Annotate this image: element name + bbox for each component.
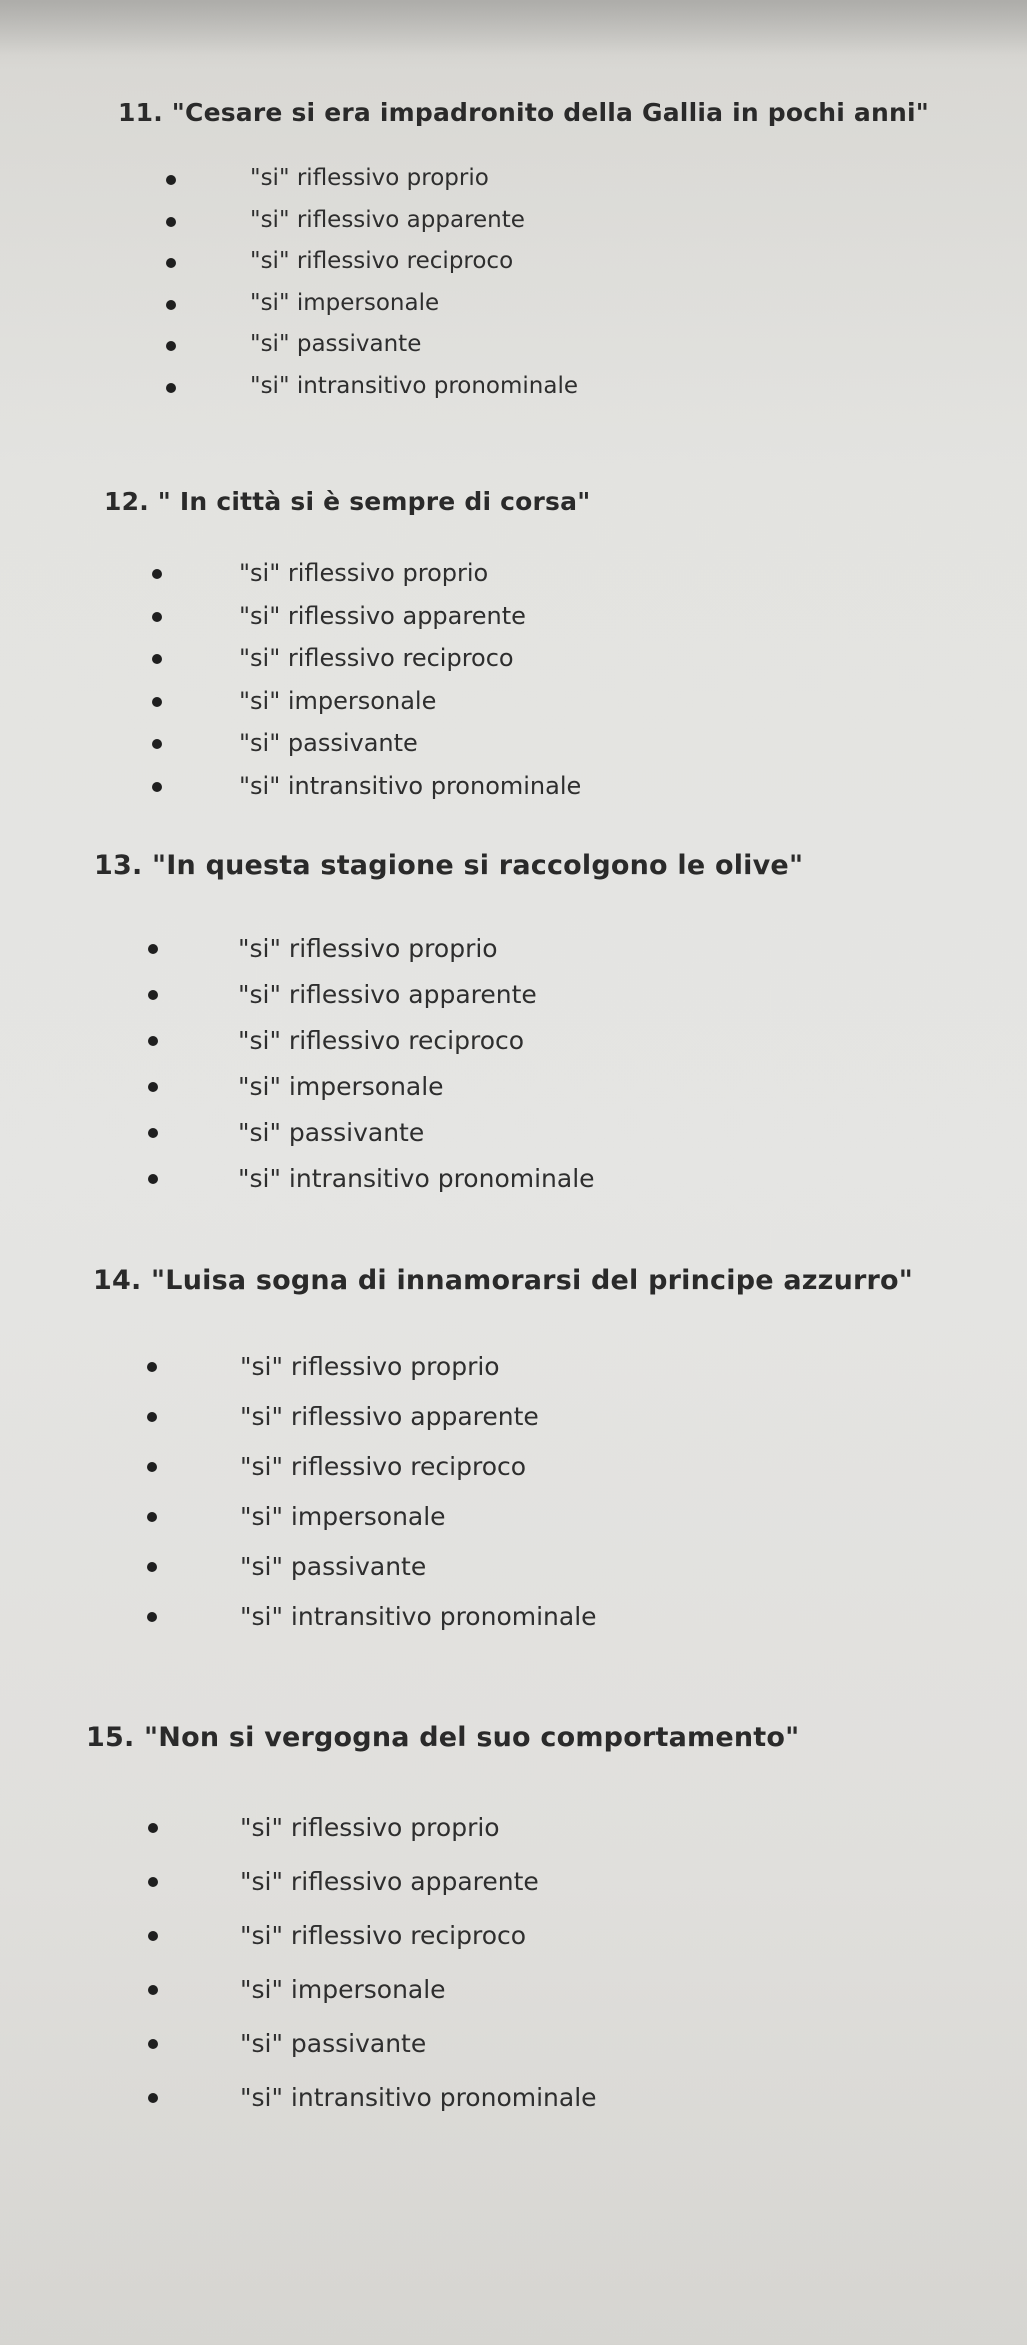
bullet-icon (152, 782, 162, 792)
answer-label: "si" riflessivo apparente (240, 1402, 539, 1431)
answer-label: "si" intransitivo pronominale (240, 2083, 597, 2112)
question-13 (94, 850, 1027, 1202)
answer-option[interactable] (94, 1018, 1027, 1064)
answer-option[interactable] (118, 241, 1027, 283)
answer-label: "si" riflessivo proprio (239, 559, 489, 587)
answer-label: "si" riflessivo proprio (240, 1813, 500, 1842)
answer-label: "si" riflessivo reciproco (250, 248, 514, 274)
answer-option[interactable] (86, 1801, 1027, 1855)
answer-option[interactable] (94, 1156, 1027, 1202)
answer-option[interactable] (93, 1492, 1027, 1542)
answer-option[interactable] (94, 1110, 1027, 1156)
question-title: 11. "Cesare si era impadronito della Gallia in pochi anni" (118, 98, 929, 127)
answer-label: "si" impersonale (250, 289, 440, 316)
answer-option[interactable] (93, 1342, 1027, 1392)
question-14 (93, 1265, 1027, 1642)
paper-top-shadow (0, 0, 1027, 55)
question-title: 12. " In città si è sempre di corsa" (104, 487, 591, 516)
answer-list (86, 1801, 1027, 2125)
bullet-icon (148, 2093, 158, 2103)
answer-option[interactable] (118, 366, 1027, 408)
question-12 (104, 487, 1027, 807)
bullet-icon (148, 1985, 158, 1995)
answer-label: "si" impersonale (240, 1975, 446, 2004)
answer-label: "si" passivante (250, 331, 422, 357)
question-15 (86, 1722, 1027, 2125)
answer-list (94, 926, 1027, 1202)
answer-option[interactable] (93, 1542, 1027, 1592)
answer-label: "si" intransitivo pronominale (238, 1164, 595, 1193)
bullet-icon (152, 654, 162, 664)
bullet-icon (148, 990, 158, 1000)
bullet-icon (148, 1082, 158, 1092)
answer-label: "si" passivante (238, 1118, 425, 1147)
answer-option[interactable] (86, 1909, 1027, 1963)
answer-option[interactable] (118, 200, 1027, 242)
bullet-icon (148, 944, 158, 954)
answer-label: "si" impersonale (240, 1502, 446, 1531)
bullet-icon (147, 1362, 157, 1372)
answer-option[interactable] (86, 2017, 1027, 2071)
bullet-icon (147, 1512, 157, 1522)
answer-option[interactable] (118, 324, 1027, 366)
answer-option[interactable] (104, 637, 1027, 680)
answer-list (93, 1342, 1027, 1642)
answer-option[interactable] (118, 283, 1027, 325)
answer-option[interactable] (86, 1855, 1027, 1909)
answer-option[interactable] (94, 1064, 1027, 1110)
answer-label: "si" intransitivo pronominale (240, 1602, 597, 1631)
answer-label: "si" riflessivo reciproco (240, 1921, 527, 1950)
answer-label: "si" riflessivo reciproco (238, 1026, 525, 1055)
answer-label: "si" intransitivo pronominale (250, 372, 579, 399)
answer-label: "si" passivante (239, 729, 418, 757)
answer-option[interactable] (94, 926, 1027, 972)
answer-label: "si" riflessivo reciproco (240, 1452, 527, 1481)
bullet-icon (148, 1931, 158, 1941)
answer-label: "si" passivante (240, 2029, 427, 2058)
answer-list (104, 552, 1027, 807)
bullet-icon (166, 217, 176, 227)
answer-option[interactable] (104, 765, 1027, 808)
question-11 (118, 98, 1027, 407)
bullet-icon (152, 612, 162, 622)
answer-option[interactable] (104, 595, 1027, 638)
bullet-icon (148, 1128, 158, 1138)
answer-option[interactable] (86, 1963, 1027, 2017)
answer-label: "si" riflessivo reciproco (239, 644, 514, 672)
answer-option[interactable] (118, 158, 1027, 200)
bullet-icon (152, 697, 162, 707)
answer-option[interactable] (104, 722, 1027, 765)
bullet-icon (147, 1562, 157, 1572)
answer-option[interactable] (104, 552, 1027, 595)
bullet-icon (148, 2039, 158, 2049)
bullet-icon (148, 1877, 158, 1887)
answer-option[interactable] (104, 680, 1027, 723)
question-title: 14. "Luisa sogna di innamorarsi del principe azzurro" (93, 1265, 914, 1296)
answer-label: "si" riflessivo apparente (250, 206, 525, 233)
bullet-icon (148, 1823, 158, 1833)
bullet-icon (148, 1174, 158, 1184)
answer-label: "si" impersonale (239, 686, 437, 715)
answer-label: "si" riflessivo apparente (238, 980, 537, 1009)
answer-list (118, 158, 1027, 407)
bullet-icon (152, 569, 162, 579)
bullet-icon (166, 300, 176, 310)
answer-option[interactable] (93, 1592, 1027, 1642)
bullet-icon (166, 383, 176, 393)
answer-option[interactable] (93, 1392, 1027, 1442)
bullet-icon (147, 1462, 157, 1472)
answer-label: "si" impersonale (238, 1072, 444, 1101)
bullet-icon (152, 739, 162, 749)
bullet-icon (166, 341, 176, 351)
answer-label: "si" riflessivo apparente (239, 601, 526, 630)
answer-option[interactable] (93, 1442, 1027, 1492)
answer-label: "si" passivante (240, 1552, 427, 1581)
answer-label: "si" riflessivo proprio (238, 934, 498, 963)
bullet-icon (148, 1036, 158, 1046)
answer-option[interactable] (86, 2071, 1027, 2125)
answer-option[interactable] (94, 972, 1027, 1018)
question-title: 13. "In questa stagione si raccolgono le olive" (94, 850, 804, 881)
question-title: 15. "Non si vergogna del suo comportamento" (86, 1722, 800, 1753)
answer-label: "si" riflessivo proprio (250, 165, 489, 191)
bullet-icon (166, 175, 176, 185)
bullet-icon (166, 258, 176, 268)
answer-label: "si" intransitivo pronominale (239, 771, 582, 800)
bullet-icon (147, 1412, 157, 1422)
answer-label: "si" riflessivo proprio (240, 1352, 500, 1381)
answer-label: "si" riflessivo apparente (240, 1867, 539, 1896)
bullet-icon (147, 1612, 157, 1622)
